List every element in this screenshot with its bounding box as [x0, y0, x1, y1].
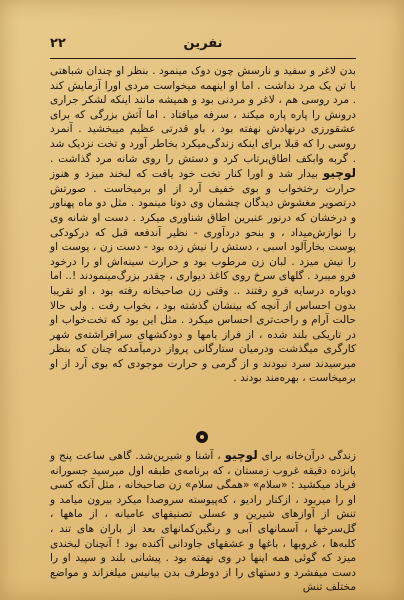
section-2-text-after: ، آشنا و شیرین‌شد. گاهی ساعت پنج و پانزده دقیقه غروب زمستان ، که برنامه‌ی طبقه اول میرسید جسورانه فریاد میکشید : «سلام» «همگی سلام» زن صاحبخانه ، مثل آنکه کسی او را میربود ، ازکنار رادیو ، که‌پیوسته سروصدا میکرد بیرون میامد و تنش از آوازهای شیرین و عسلی تصنیفهای عامیانه ، از ماهها ، گل‌سرخها ، آسمانهای آبی و رنگین‌کمانهای بعد از باران های تند ، کلبه‌ها ، غروبها ، باغها و عشقهای جاودانی آکنده بود ! آنچنان لبخندی میزد که گوئی همه اینها در وی نهفته بود . پیشانی بلند و سپید او را دست میفشرد و دستهاى را از دوطرف بدن بیانیس میلغزاند و مواضع مختلف تنش — [50, 450, 356, 594]
character-name-highlight: لوچیو — [322, 166, 356, 181]
section-2-text — [50, 448, 356, 595]
section-1-text-after: بیدار شد و اورا کنار تخت خود یافت که لبخند میزد و هنوز حرارت رختخواب و بوی خفیف آرد از او برمیخاست . صورتش درتصویر مغشوش دیدگان چشمان وی دوتا مینمود . مثل دو ماه پهناور و درخشان که درنور عنبرین اطاق شناوری میکرد . دست او شانه وی را نوازش‌میداد ، و بنحو دردآوری - نظیر آندفعه قبل که درکودکی پوست بخارآلود اسبی ، دستش را نیش زده بود - دست زن ، پوست او را نیش میزد . لبان زن مرطوب بود و حرارت سینه‌اش او را درخود فرو میبرد . گلهای سرخ روی کاغذ دیواری ، چقدر بزرگ‌مینمودند !.. اما دوباره درسایه فرو رفتند .. وقتی زن صاحبخانه رفته بود ، او تقریبا بدون احساس از آنچه که بینشان گذشته بود ، بخواب رفت . ولی حالا حالت آرام و راحت‌تری احساس میکرد . مثل این بود که تخت‌خواب او در تاریکی بلند شده ، از فراز بامها و دودکشهای سرافراشته‌ی شهر کارگری میگذشت ودرمیان ستارگانی پرواز درمیآمد‌که چنان که بنظر میرسیدند سرد نبودند و از گرمی و حرارت موجودی که بوی آرد از او برمیخاست ، بهره‌مند بودند . — [50, 168, 356, 385]
page-number: ۲۲ — [50, 36, 66, 51]
page-header — [50, 36, 356, 56]
section-divider — [0, 431, 404, 441]
section-1-text — [50, 64, 356, 386]
header-rule — [50, 58, 356, 59]
section-divider-ornament — [196, 431, 208, 443]
section-1-paragraph — [50, 64, 356, 386]
character-name-highlight: لوچیو — [224, 448, 258, 462]
section-2-paragraph — [50, 448, 356, 595]
running-title: نفرین — [183, 36, 223, 51]
section-2-text-before: زندگی درآن‌خانه برای — [257, 450, 356, 462]
section-1-text-before: بدن لاغر و سفید و نارسش چون دوک مینمود . بنظر او چندان شباهتی با تن یک مرد نداشت . اما او اینهمه میخواست مردی اورا آزمایش کند . مرد روسی هم ، لاغر و مردنی بود و همیشه مانند اینکه لشکر جرارى درونش را پاره پاره میکند ، سرفه میافتاد . اما آتش بزرگی که برای عشقورزی درنهادش نهفته بود ، باو قدرتی عظیم میبخشید . آنمرد روسی را که قبلا برای اینکه زندگی‌میکرد بخاطر آورد و تخت نزدیک شد . گربه وابکف اطاق‌برتاب کرد و دستش را روی شانه مرد گذاشت . — [49, 65, 356, 165]
